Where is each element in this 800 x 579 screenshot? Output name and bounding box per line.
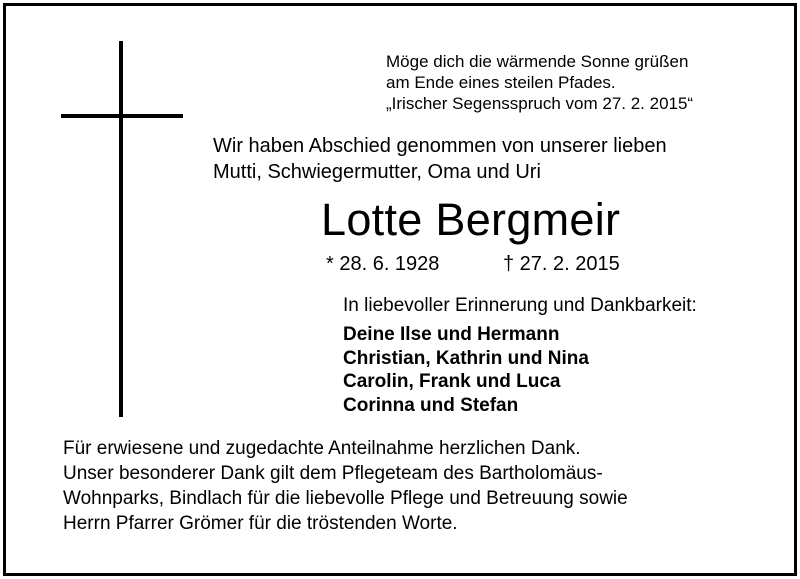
obituary-notice	[3, 3, 797, 576]
thanks-line: Herrn Pfarrer Grömer für die tröstenden Worte.	[63, 513, 458, 534]
mourner-name: Carolin, Frank und Luca	[343, 371, 561, 392]
mourners-list	[343, 323, 589, 417]
memory-heading: In liebevoller Erinnerung und Dankbarkeit:	[343, 295, 697, 316]
quote-line: am Ende eines steilen Pfades.	[386, 73, 616, 92]
death-date: † 27. 2. 2015	[503, 253, 620, 275]
quote-line: „Irischer Segensspruch vom 27. 2. 2015“	[386, 94, 694, 113]
cross-icon-bar	[61, 114, 183, 118]
birth-date: * 28. 6. 1928	[326, 253, 440, 275]
intro-line: Mutti, Schwiegermutter, Oma und Uri	[213, 161, 541, 183]
thanks-line: Unser besonderer Dank gilt dem Pflegeteam des Bartholomäus-	[63, 463, 603, 484]
thanks-line: Für erwiesene und zugedachte Anteilnahme herzlichen Dank.	[63, 438, 581, 459]
deceased-name: Lotte Bergmeir	[321, 194, 621, 245]
intro-line: Wir haben Abschied genommen von unserer lieben	[213, 135, 667, 157]
farewell-intro	[213, 133, 667, 185]
thanks-line: Wohnparks, Bindlach für die liebevolle Pflege und Betreuung sowie	[63, 488, 628, 509]
quote-line: Möge dich die wärmende Sonne grüßen	[386, 52, 689, 71]
cross-icon	[119, 41, 123, 417]
mourner-name: Corinna und Stefan	[343, 394, 519, 416]
mourner-name: Christian, Kathrin und Nina	[343, 347, 589, 369]
mourner-name: Deine Ilse und Hermann	[343, 324, 560, 345]
blessing-quote	[386, 51, 693, 114]
thanks-text	[63, 436, 628, 536]
